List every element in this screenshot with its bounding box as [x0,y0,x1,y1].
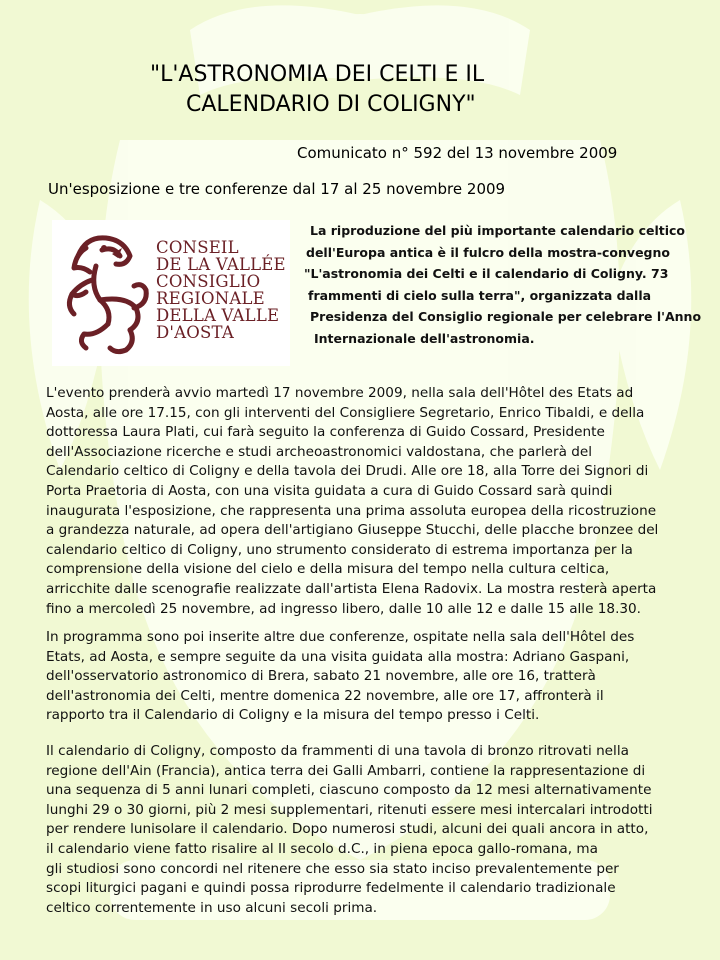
subtitle: Un'esposizione e tre conferenze dal 17 al 25 novembre 2009 [48,180,506,198]
text-line: calendario celtico di Coligny, uno strumento considerato di estrema importanza per la [46,541,633,558]
lion-emblem-icon [56,226,152,362]
logo-line: D'AOSTA [156,323,234,342]
intro-line: frammenti di cielo sulla terra", organizzata dalla [308,287,652,303]
text-line: arricchite dalle scenografie realizzate dall'artista Elena Radovix. La mostra resterà aperta [46,580,657,597]
text-line: scopi liturgici pagani e quindi possa riprodurre fedelmente il calendario tradizionale [46,880,616,897]
logo-line: CONSIGLIO [156,272,261,291]
text-line: dell'Associazione ricerche e studi archeoastronomici valdostana, che parlerà del [46,443,593,460]
text-line: dell'astronomia dei Celti, mentre domenica 22 novembre, alle ore 17, affronterà il [46,687,604,704]
intro-line: dell'Europa antica è il fulcro della mostra-convegno [306,244,670,260]
text-line: una sequenza di 5 anni lunari completi, ciascuno composto da 12 mesi alternativamente [46,782,652,799]
text-line: a grandezza naturale, ad opera dell'artigiano Giuseppe Stucchi, delle placche bronzee del [46,522,659,539]
text-line: lunghi 29 o 30 giorni, più 2 mesi supplementari, ritenuti essere mesi intercalari introdotti [46,801,653,818]
title-line-2: CALENDARIO DI COLIGNY" [186,92,476,117]
logo-text [156,239,286,341]
text-line: inaugurata l'esposizione, che rappresenta una prima assoluta europea della ricostruzione [46,502,657,519]
intro-line: "L'astronomia dei Celti e il calendario di Coligny. 73 [304,266,669,281]
text-line: L'evento prenderà avvio martedì 17 novembre 2009, nella sala dell'Hôtel des Etats ad [46,385,634,401]
logo-line: DE LA VALLÉE [156,255,286,274]
text-line: Porta Praetoria di Aosta, con una visita guidata a cura di Guido Cossard sarà quindi [46,482,613,499]
logo-line: DELLA VALLE [156,306,280,325]
text-line: celtico correntemente in uso alcuni secoli prima. [46,899,378,916]
text-line: comprensione della visione del cielo e della misura del tempo nella cultura celtica, [46,561,610,578]
text-line: gli studiosi sono concordi nel ritenere che esso sia stato inciso prevalentemente per [46,860,619,877]
logo-line: REGIONALE [156,289,265,308]
council-logo [52,220,290,366]
text-line: Etats, ad Aosta, e sempre seguite da una visita guidata alla mostra: Adriano Gaspani, [46,648,630,665]
intro-line: Internazionale dell'astronomia. [314,330,535,346]
text-line: In programma sono poi inserite altre due conferenze, ospitate nella sala dell'Hôtel des [46,629,635,645]
text-line: regione dell'Ain (Francia), antica terra dei Galli Ambarri, contiene la rappresentazione di [46,762,646,779]
text-line: per rendere lunisolare il calendario. Dopo numerosi studi, alcuni dei quali ancora in atto, [46,821,649,838]
intro-paragraph [300,220,720,349]
text-line: Aosta, alle ore 17.15, con gli interventi del Consigliere Segretario, Enrico Tibaldi, e della [46,404,645,421]
text-line: fino a mercoledì 25 novembre, ad ingresso libero, dalle 10 alle 12 e dalle 15 alle 18.30. [46,600,642,617]
intro-line: Presidenza del Consiglio regionale per celebrare l'Anno [310,309,702,324]
communique-number: Comunicato n° 592 del 13 novembre 2009 [297,144,618,162]
intro-line: La riproduzione del più importante calendario celtico [310,223,685,238]
text-line: rapporto tra il Calendario di Coligny e la misura del tempo presso i Celti. [46,707,540,724]
body-paragraph-3 [46,742,686,918]
text-line: dell'osservatorio astronomico di Brera, sabato 21 novembre, alle ore 16, tratterà [46,668,596,685]
title-line-1: "L'ASTRONOMIA DEI CELTI E IL [150,62,485,87]
text-line: il calendario viene fatto risalire al II secolo d.C., in piena epoca gallo-romana, ma [46,840,598,857]
body-paragraph-1 [46,384,686,619]
text-line: Calendario celtico di Coligny e della tavola dei Drudi. Alle ore 18, alla Torre dei Signori di [46,463,649,480]
text-line: Il calendario di Coligny, composto da frammenti di una tavola di bronzo ritrovati nella [46,743,629,759]
page-title [150,60,550,120]
logo-line: CONSEIL [156,238,239,257]
body-paragraph-2 [46,628,686,726]
text-line: dottoressa Laura Plati, cui farà seguito la conferenza di Guido Cossard, Presidente [46,424,605,441]
